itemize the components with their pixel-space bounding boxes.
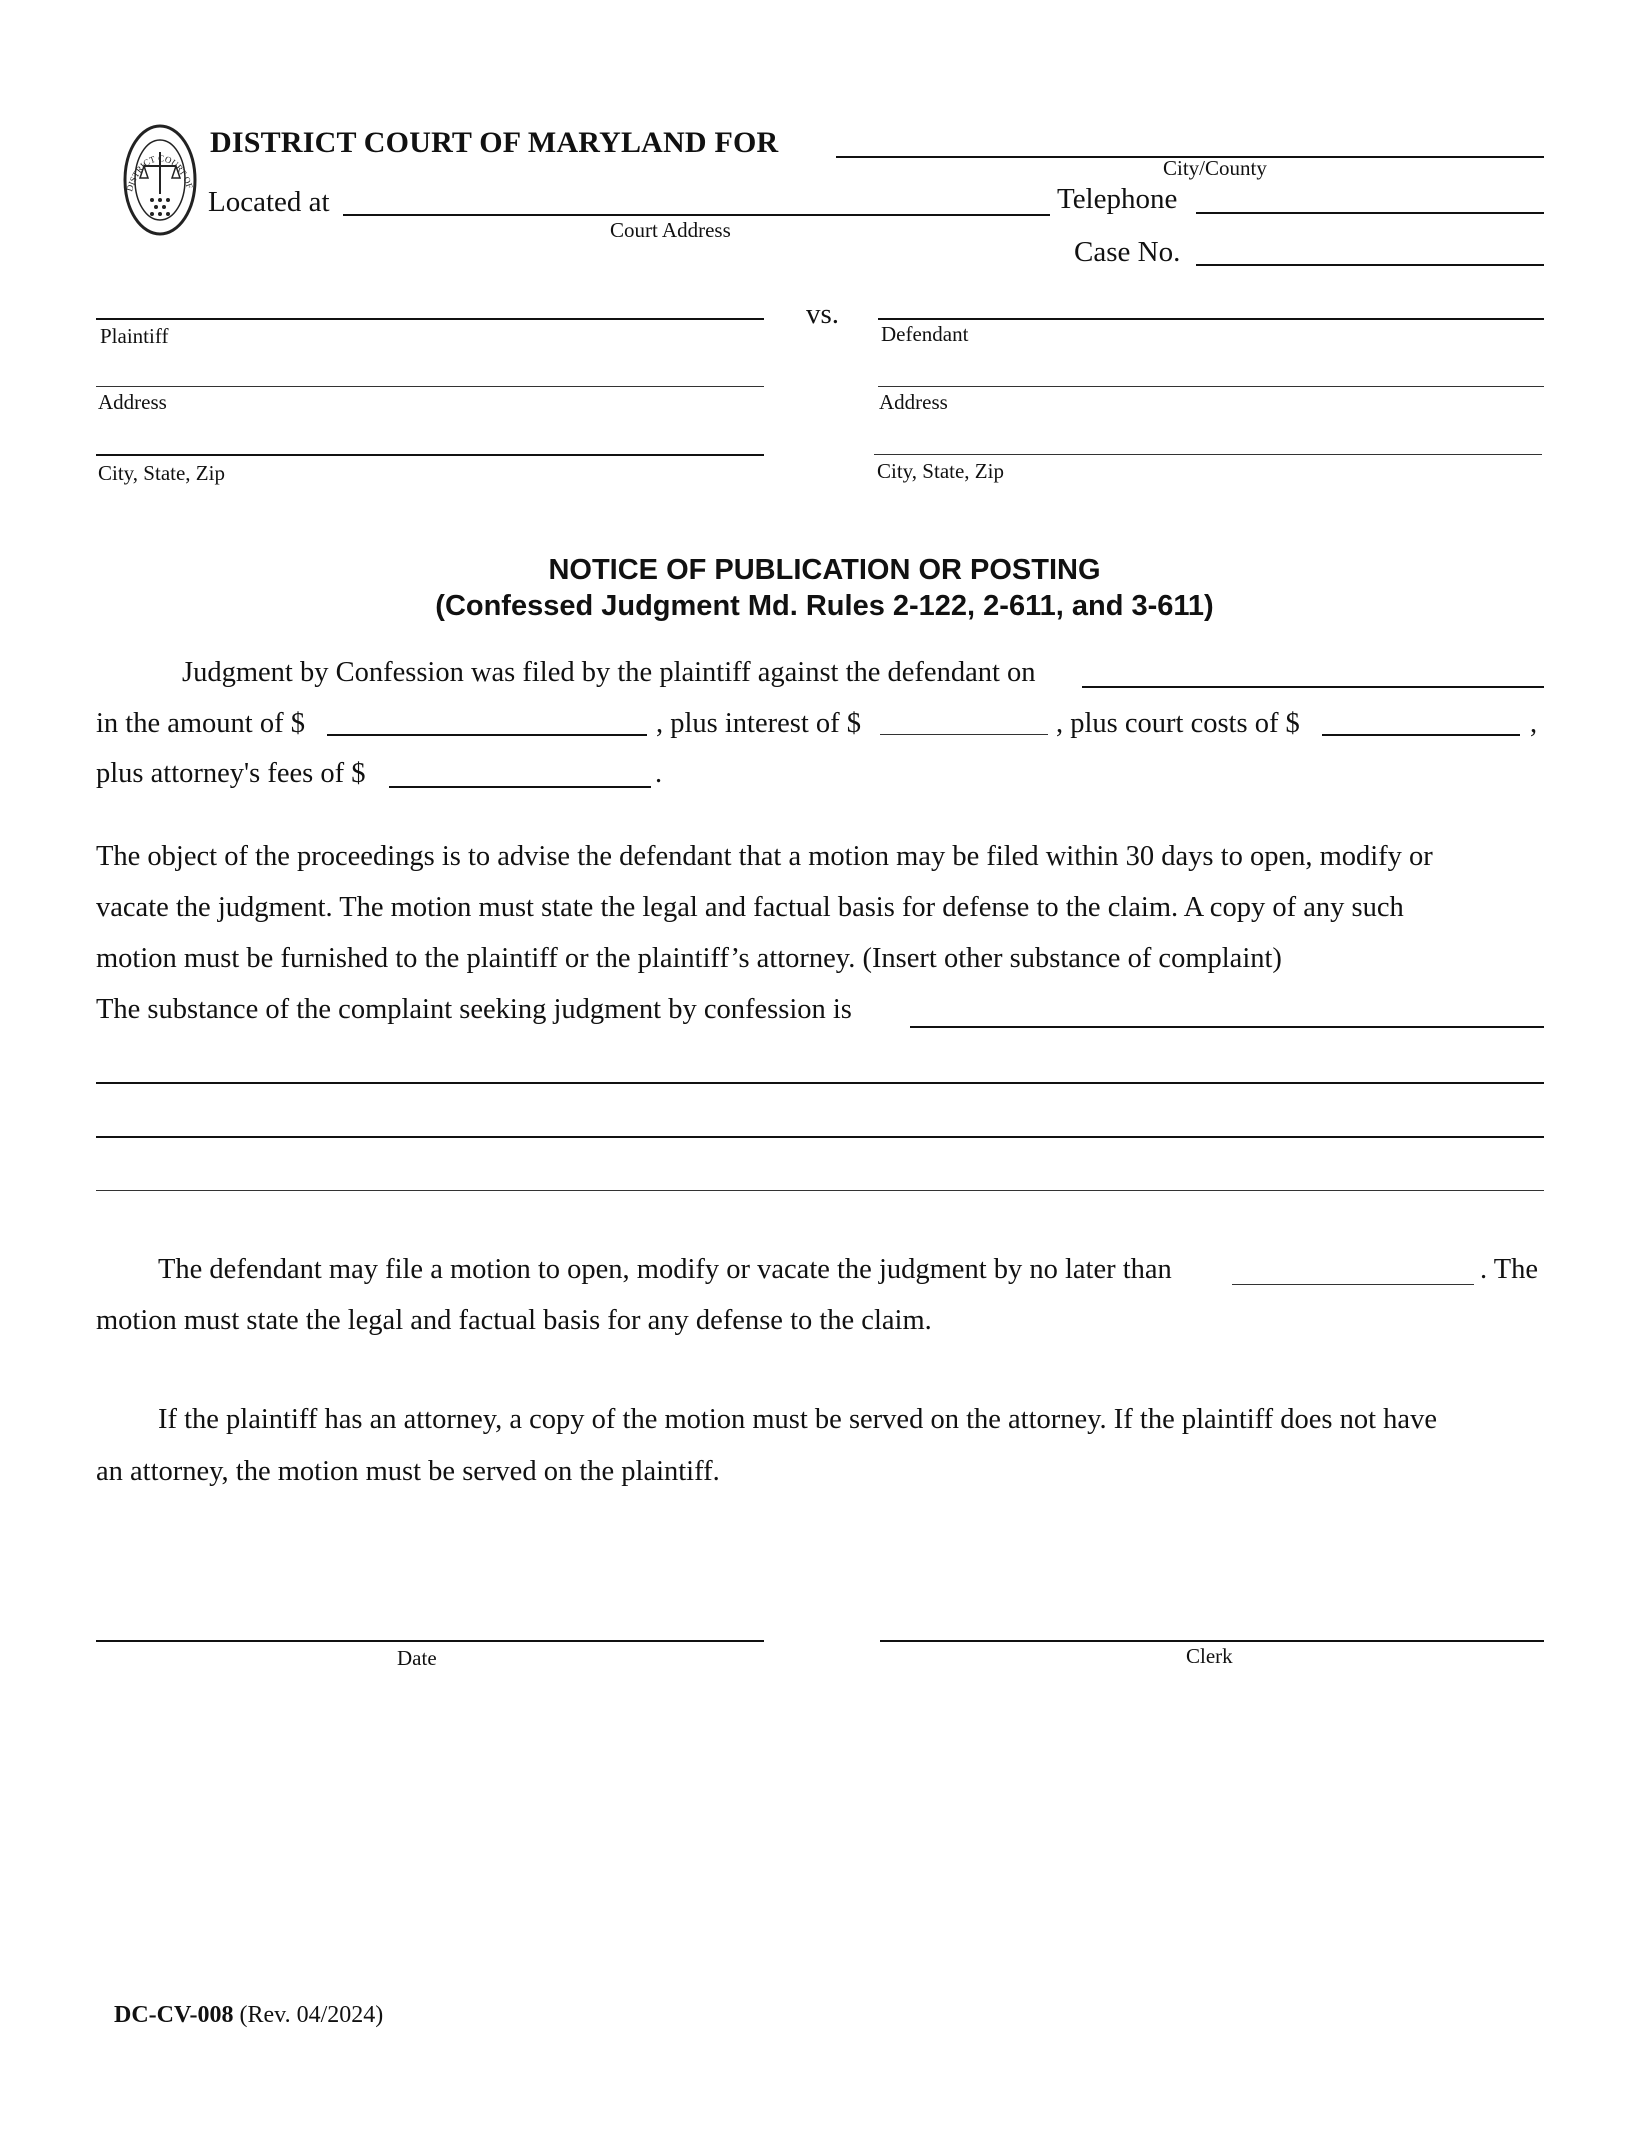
judgment-filed-text: Judgment by Confession was filed by the plaintiff against the defendant on xyxy=(182,657,1036,688)
service-text-line2: an attorney, the motion must be served on the plaintiff. xyxy=(96,1456,720,1487)
plaintiff-address-input[interactable] xyxy=(96,350,768,388)
defendant-caption: Defendant xyxy=(881,322,969,346)
service-text-line1: If the plaintiff has an attorney, a copy of the motion must be served on the attorney. If the plaintiff does not have xyxy=(158,1404,1437,1435)
telephone-input[interactable] xyxy=(1196,176,1548,214)
defendant-input[interactable] xyxy=(878,282,1548,320)
defendant-city-caption: City, State, Zip xyxy=(877,459,1004,483)
defendant-address-caption: Address xyxy=(879,390,948,414)
plaintiff-input[interactable] xyxy=(96,282,768,320)
judgment-date-input[interactable] xyxy=(1082,650,1548,688)
located-at-label: Located at xyxy=(208,186,330,218)
telephone-label: Telephone xyxy=(1057,183,1178,215)
plaintiff-city-caption: City, State, Zip xyxy=(98,461,225,485)
attorney-fees-input[interactable] xyxy=(389,750,655,788)
object-text-line1: The object of the proceedings is to advise the defendant that a motion may be filed within 30 days to open, modify or xyxy=(96,841,1433,872)
plaintiff-city-input[interactable] xyxy=(96,418,768,456)
city-county-caption: City/County xyxy=(1163,156,1267,180)
court-costs-input[interactable] xyxy=(1322,698,1524,736)
case-no-input[interactable] xyxy=(1196,228,1548,266)
period-text: . xyxy=(655,758,663,789)
date-signature-input[interactable] xyxy=(96,1604,768,1642)
defendant-address-input[interactable] xyxy=(878,350,1548,388)
plaintiff-address-caption: Address xyxy=(98,390,167,414)
form-title: NOTICE OF PUBLICATION OR POSTING xyxy=(548,554,1101,586)
interest-input[interactable] xyxy=(880,698,1052,736)
form-number: DC-CV-008 xyxy=(114,2002,234,2028)
date-caption: Date xyxy=(397,1646,437,1670)
plaintiff-caption: Plaintiff xyxy=(100,324,169,348)
defendant-city-input[interactable] xyxy=(874,418,1546,456)
substance-input-2[interactable] xyxy=(96,1046,1548,1084)
clerk-caption: Clerk xyxy=(1186,1644,1233,1668)
court-seal-logo xyxy=(122,122,198,238)
city-county-input[interactable] xyxy=(836,120,1548,158)
seal-text: DISTRICT COURT OF xyxy=(124,153,195,193)
object-text-line2: vacate the judgment. The motion must state the legal and factual basis for defense to the claim. A copy of any such xyxy=(96,892,1404,923)
deadline-text-end: . The xyxy=(1480,1254,1539,1285)
vs-label: vs. xyxy=(806,298,840,330)
substance-input-1[interactable] xyxy=(910,990,1548,1028)
deadline-input[interactable] xyxy=(1232,1248,1478,1286)
substance-input-4[interactable] xyxy=(96,1154,1548,1192)
amount-label: in the amount of $ xyxy=(96,708,305,739)
form-revision: (Rev. 04/2024) xyxy=(239,2002,384,2028)
substance-label: The substance of the complaint seeking judgment by confession is xyxy=(96,994,852,1025)
attorney-fees-label: plus attorney's fees of $ xyxy=(96,758,366,789)
court-title: DISTRICT COURT OF MARYLAND FOR xyxy=(210,126,779,159)
case-no-label: Case No. xyxy=(1074,236,1181,268)
deadline-text-line2: motion must state the legal and factual basis for any defense to the claim. xyxy=(96,1305,932,1336)
svg-text:DISTRICT COURT OF MARYLAND xyxy=(122,122,196,193)
deadline-text: The defendant may file a motion to open, modify or vacate the judgment by no later than xyxy=(158,1254,1172,1285)
form-subtitle: (Confessed Judgment Md. Rules 2-122, 2-611, and 3-611) xyxy=(435,590,1214,622)
court-address-input[interactable] xyxy=(343,178,1054,216)
comma-text: , xyxy=(1530,708,1538,739)
court-address-caption: Court Address xyxy=(610,218,731,242)
substance-input-3[interactable] xyxy=(96,1100,1548,1138)
clerk-signature-input[interactable] xyxy=(880,1604,1548,1642)
interest-label: , plus interest of $ xyxy=(656,708,862,739)
object-text-line3: motion must be furnished to the plaintiff or the plaintiff’s attorney. (Insert other substance of complaint) xyxy=(96,943,1282,974)
form-footer xyxy=(114,2002,383,2029)
amount-input[interactable] xyxy=(327,698,651,736)
court-costs-label: , plus court costs of $ xyxy=(1056,708,1300,739)
